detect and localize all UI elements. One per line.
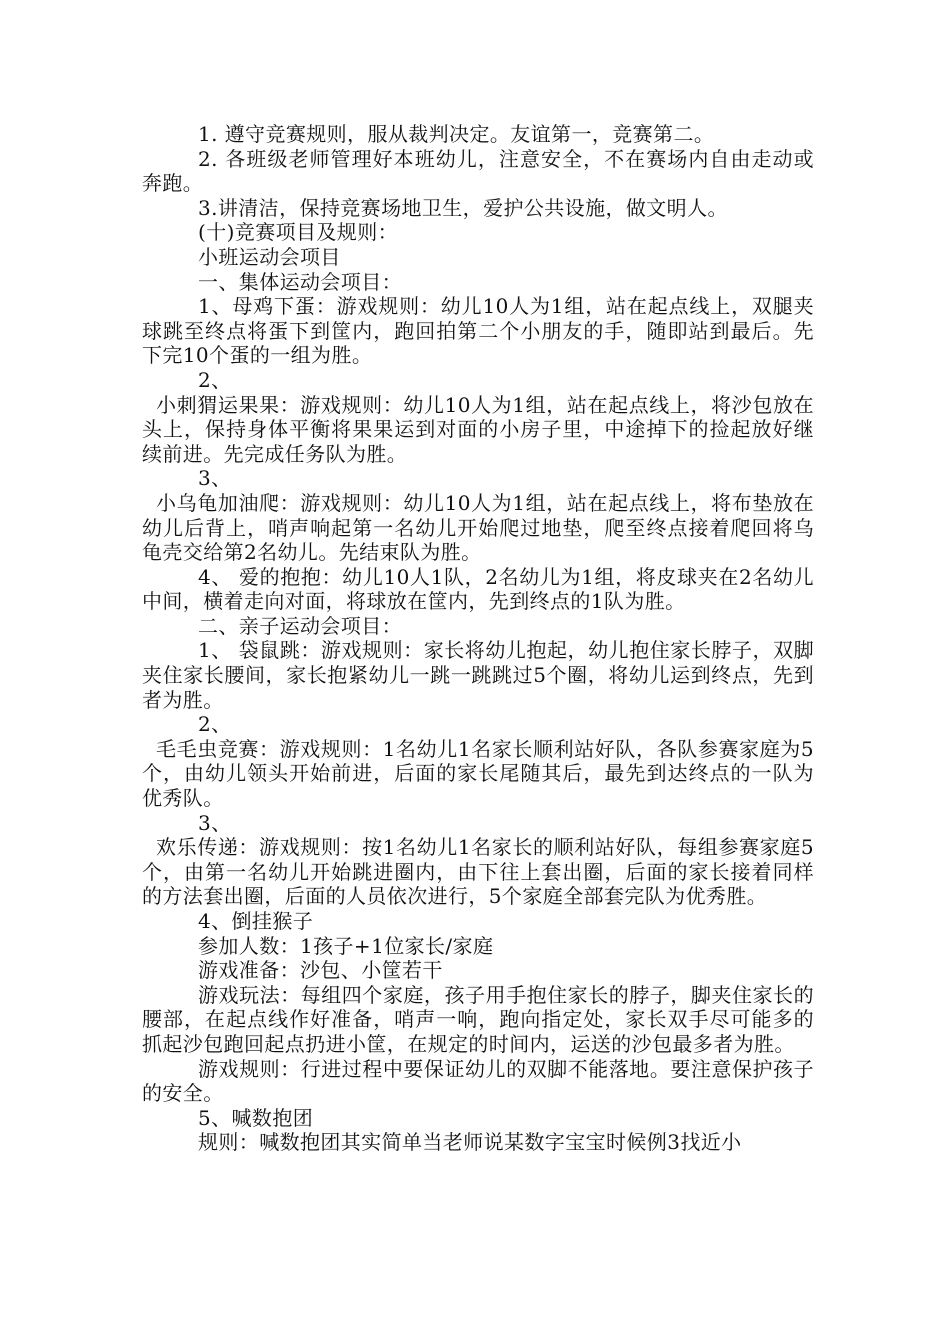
rule-3: 3.讲清洁，保持竞赛场地卫生，爱护公共设施，做文明人。 [198, 195, 728, 220]
rule-2: 2. 各班级老师管理好本班幼儿，注意安全，不在赛场内自由走动或奔跑。 [142, 146, 814, 196]
section-heading-events: (十)竞赛项目及规则： [198, 220, 399, 245]
participants: 参加人数：1孩子+1位家长/家庭 [198, 933, 494, 958]
item-number-3b: 3、 [198, 810, 232, 835]
item-number-2: 2、 [198, 367, 232, 392]
gameplay: 游戏玩法：每组四个家庭，孩子用手抱住家长的脖子，脚夹住家长的腰部，在起点线作好准备，哨声一响，跑向指定处，家长双手尽可能多的抓起沙包跑回起点扔进小筐，在规定的时间内，运送的沙包最多者为胜。 [142, 982, 814, 1056]
event-hanging-monkey-title: 4、倒挂猴子 [198, 909, 314, 933]
rule-1: 1. 遵守竞赛规则，服从裁判决定。友谊第一，竞赛第二。 [198, 122, 715, 146]
preparation: 游戏准备：沙包、小筐若干 [198, 958, 443, 983]
number-hug-rules: 规则：喊数抱团其实简单当老师说某数字宝宝时候例3找近小 [198, 1130, 742, 1155]
subheading-small-class: 小班运动会项目 [198, 244, 341, 269]
document-body [142, 122, 814, 1155]
item-number-2b: 2、 [198, 712, 232, 737]
item-number-3: 3、 [198, 466, 232, 491]
event-hedgehog: 小刺猬运果果：游戏规则：幼儿10人为1组，站在起点线上，将沙包放在头上，保持身体平衡将果果运到对面的小房子里，中途掉下的捡起放好继续前进。先完成任务队为胜。 [142, 392, 814, 466]
heading-group-events: 一、集体运动会项目： [198, 269, 402, 294]
heading-parent-child-events: 二、亲子运动会项目： [198, 613, 402, 638]
event-number-hug-title: 5、喊数抱团 [198, 1105, 314, 1130]
event-happy-relay: 欢乐传递：游戏规则：按1名幼儿1名家长的顺利站好队，每组参赛家庭5个，由第一名幼儿开始跳进圈内，由下往上套出圈，后面的家长接着同样的方法套出圈，后面的人员依次进行，5个家庭全部套完队为优秀胜。 [142, 835, 814, 909]
event-hug: 4、 爱的抱抱：幼儿10人1队，2名幼儿为1组，将皮球夹在2名幼儿中间，横着走向对面，将球放在筐内，先到终点的1队为胜。 [142, 564, 814, 614]
event-hen-lays-eggs: 1、母鸡下蛋：游戏规则：幼儿10人为1组，站在起点线上，双腿夹球跳至终点将蛋下到筐内，跑回拍第二个小朋友的手，随即站到最后。先下完10个蛋的一组为胜。 [142, 294, 814, 368]
event-kangaroo-jump: 1、 袋鼠跳：游戏规则：家长将幼儿抱起，幼儿抱住家长脖子，双脚夹住家长腰间，家长抱紧幼儿一跳一跳跳过5个圈，将幼儿运到终点，先到者为胜。 [142, 638, 814, 712]
game-rules: 游戏规则：行进过程中要保证幼儿的双脚不能落地。要注意保护孩子的安全。 [142, 1056, 814, 1106]
event-caterpillar: 毛毛虫竞赛：游戏规则：1名幼儿1名家长顺利站好队，各队参赛家庭为5个，由幼儿领头开始前进，后面的家长尾随其后，最先到达终点的一队为优秀队。 [142, 736, 814, 811]
event-turtle-crawl: 小乌龟加油爬：游戏规则：幼儿10人为1组，站在起点线上，将布垫放在幼儿后背上，哨声响起第一名幼儿开始爬过地垫，爬至终点接着爬回将乌龟壳交给第2名幼儿。先结束队为胜。 [142, 490, 814, 565]
